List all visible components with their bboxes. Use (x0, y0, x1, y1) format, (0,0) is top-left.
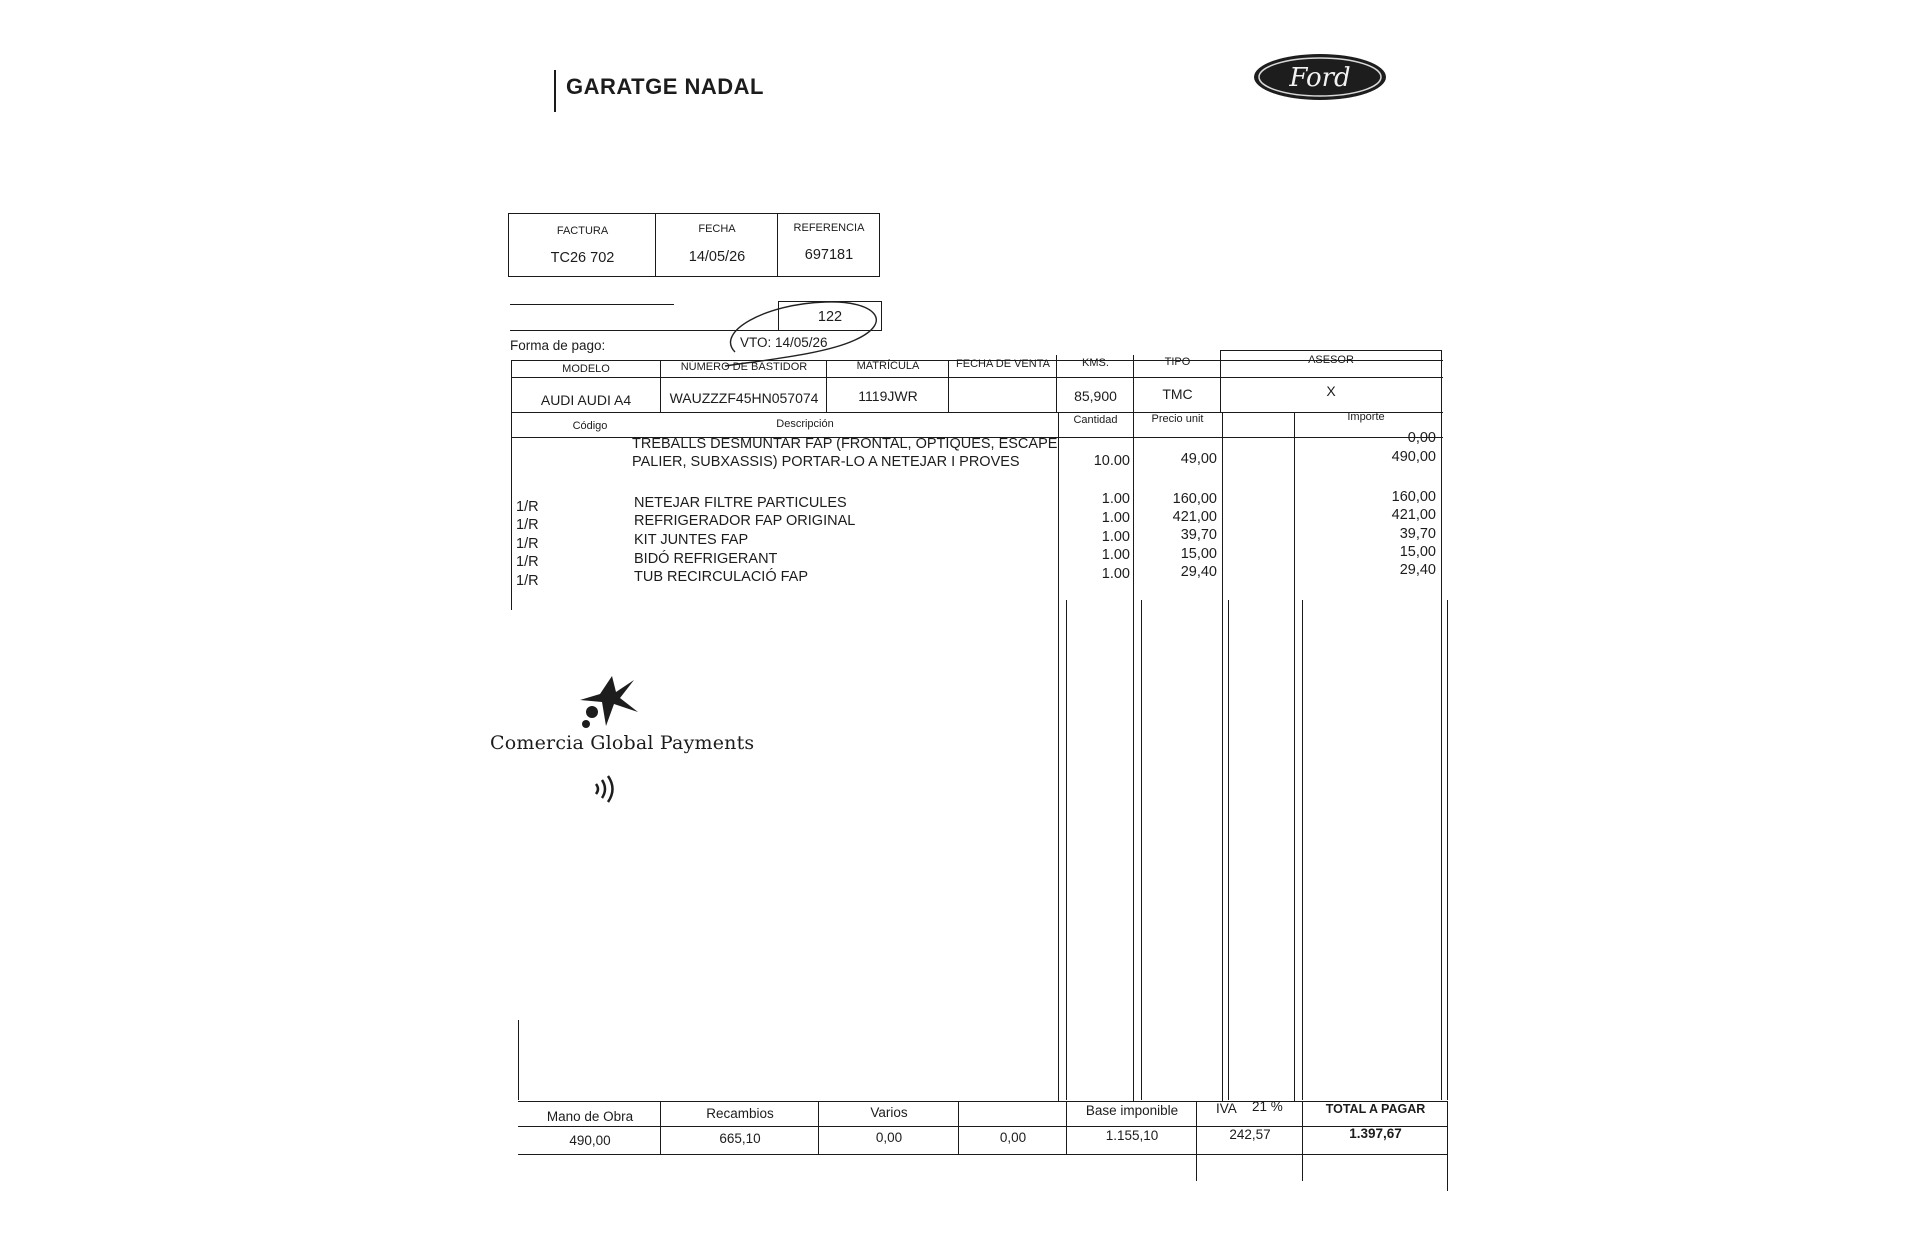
item-codigo: 1/R (516, 517, 539, 533)
labour-importe: 490,00 (1391, 449, 1436, 465)
item-cantidad: 1.00 (1101, 547, 1130, 563)
contactless-icon (588, 774, 622, 804)
item-importe: 29,40 (1399, 562, 1436, 578)
item-precio: 39,70 (1180, 527, 1217, 543)
item-importe: 160,00 (1391, 489, 1436, 505)
item-cantidad: 1.00 (1101, 529, 1130, 545)
item-importe: 421,00 (1391, 507, 1436, 523)
item-importe: 39,70 (1399, 526, 1436, 542)
header-bar (554, 70, 556, 112)
base-imponible-label: Base imponible (1085, 1103, 1179, 1118)
caixabank-star-icon (572, 672, 642, 730)
ford-logo-icon (1252, 52, 1388, 102)
matricula-label: MATRÍCULA (856, 360, 920, 372)
mano-obra-value: 490,00 (569, 1133, 611, 1148)
modelo-label: MODELO (562, 363, 610, 375)
item-codigo: 1/R (516, 536, 539, 552)
company-name: GARATGE NADAL (566, 74, 764, 99)
referencia-label: REFERENCIA (793, 222, 865, 234)
item-precio: 29,40 (1180, 564, 1217, 580)
bastidor-label: NÚMERO DE BASTIDOR (680, 361, 808, 373)
iva-rate: 21 % (1252, 1099, 1283, 1114)
importe-header: Importe (1347, 411, 1385, 423)
ford-logo-text: Ford (1289, 63, 1351, 93)
iva-value: 242,57 (1229, 1127, 1271, 1142)
hand-drawn-circle (705, 292, 890, 370)
kms-value: 85,900 (1074, 388, 1117, 404)
item-descripcion: NETEJAR FILTRE PARTICULES (634, 495, 847, 511)
asesor-value: X (1326, 383, 1336, 399)
base-imponible-value: 1.155,10 (1105, 1128, 1159, 1143)
item-codigo: 1/R (516, 499, 539, 515)
referencia-value: 697181 (804, 247, 854, 263)
forma-pago-label: Forma de pago: (510, 338, 606, 353)
fecha-venta-label: FECHA DE VENTA (956, 358, 1050, 370)
varios-value: 0,00 (875, 1130, 903, 1145)
iva-label: IVA (1216, 1101, 1237, 1116)
item-importe: 15,00 (1399, 544, 1436, 560)
total-label: TOTAL A PAGAR (1325, 1102, 1426, 1116)
asesor-label: ASESOR (1308, 354, 1354, 366)
item-precio: 421,00 (1172, 509, 1217, 525)
item-descripcion: BIDÓ REFRIGERANT (634, 551, 778, 567)
item-descripcion: REFRIGERADOR FAP ORIGINAL (634, 513, 856, 529)
payment-extra-number: 122 (817, 309, 843, 325)
factura-value: TC26 702 (550, 250, 615, 266)
matricula-value: 1119JWR (858, 388, 918, 404)
labour-description-line2: PALIER, SUBXASSIS) PORTAR-LO A NETEJAR I PROVES (632, 454, 1020, 470)
fecha-label: FECHA (698, 223, 736, 235)
recambios-value: 665,10 (719, 1131, 761, 1146)
item-precio: 160,00 (1172, 491, 1217, 507)
item-precio: 15,00 (1180, 546, 1217, 562)
item-cantidad: 1.00 (1101, 510, 1130, 526)
descripcion-header: Descripción (776, 418, 834, 430)
bastidor-value: WAUZZZF45HN057074 (669, 390, 819, 406)
recambios-label: Recambios (706, 1106, 774, 1121)
item-codigo: 1/R (516, 573, 539, 589)
tipo-value: TMC (1162, 386, 1193, 402)
item-cantidad: 1.00 (1101, 491, 1130, 507)
cantidad-header: Cantidad (1073, 414, 1118, 426)
varios-label: Varios (870, 1105, 908, 1120)
fecha-value: 14/05/26 (688, 249, 746, 265)
item-descripcion: TUB RECIRCULACIÓ FAP (634, 569, 809, 585)
item-codigo: 1/R (516, 554, 539, 570)
labour-precio: 49,00 (1180, 451, 1217, 467)
factura-label: FACTURA (556, 225, 609, 237)
blank-column-value: 0,00 (999, 1130, 1027, 1145)
total-value: 1.397,67 (1349, 1126, 1402, 1141)
kms-label: KMS. (1082, 357, 1109, 369)
vto-date: VTO: 14/05/26 (740, 335, 828, 350)
labour-importe-line1: 0,00 (1407, 430, 1436, 446)
tipo-label: TIPO (1164, 356, 1191, 368)
codigo-header: Código (572, 420, 608, 432)
item-descripcion: KIT JUNTES FAP (634, 532, 749, 548)
labour-cantidad: 10.00 (1093, 453, 1130, 469)
payment-stamp-text: Comercia Global Payments (490, 732, 755, 754)
precio-header: Precio unit (1151, 413, 1204, 425)
modelo-value: AUDI AUDI A4 (540, 392, 632, 408)
labour-description-line1: TREBALLS DESMUNTAR FAP (FRONTAL, OPTIQUES, ESCAPE (632, 436, 1058, 452)
item-cantidad: 1.00 (1101, 566, 1130, 582)
mano-obra-label: Mano de Obra (546, 1109, 634, 1124)
